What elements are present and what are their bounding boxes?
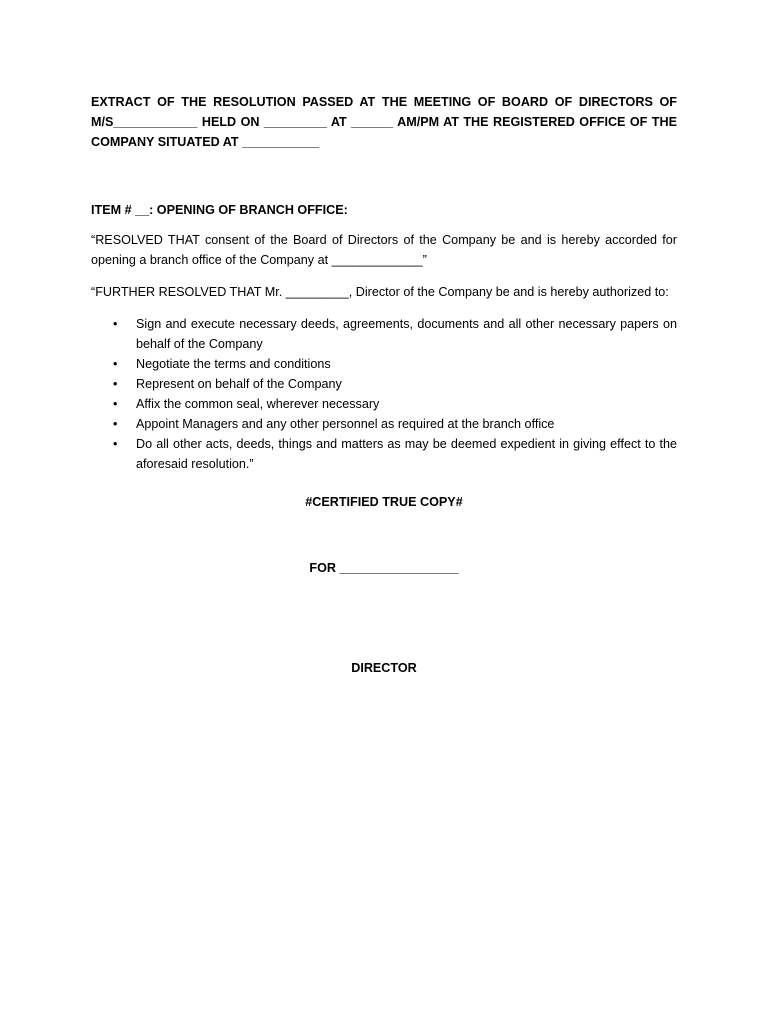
item-title: ITEM # __: OPENING OF BRANCH OFFICE: (91, 203, 348, 217)
list-item (91, 414, 677, 434)
resolution-heading: EXTRACT OF THE RESOLUTION PASSED AT THE MEETING OF BOARD OF DIRECTORS OF M/S____________ HELD ON _________ AT ______ AM/PM AT THE REGISTERED OFFICE OF THE COMPANY SITUATED AT ___________ (91, 95, 677, 149)
certified-true-copy: #CERTIFIED TRUE COPY# (305, 495, 463, 509)
bullet-icon: • (113, 417, 118, 431)
resolved-paragraph: “RESOLVED THAT consent of the Board of Directors of the Company be and is hereby accorded for opening a branch office of the Company at _____________” (91, 233, 677, 267)
list-item-text: Do all other acts, deeds, things and matters as may be deemed expedient in giving effect to the aforesaid resolution.” (136, 437, 677, 471)
bullet-icon: • (113, 357, 118, 371)
bullet-icon: • (113, 437, 118, 451)
list-item-text: Negotiate the terms and conditions (136, 357, 331, 371)
document-body (91, 92, 677, 678)
for-company-line: FOR _________________ (309, 561, 459, 575)
bullet-icon: • (113, 377, 118, 391)
list-item-text: Appoint Managers and any other personnel as required at the branch office (136, 417, 555, 431)
further-resolved-paragraph: “FURTHER RESOLVED THAT Mr. _________, Director of the Company be and is hereby authorized to: (91, 285, 669, 299)
authorization-list (91, 314, 677, 474)
list-item-text: Affix the common seal, wherever necessary (136, 397, 380, 411)
bullet-icon: • (113, 317, 118, 331)
bullet-icon: • (113, 397, 118, 411)
list-item (91, 354, 677, 374)
list-item (91, 314, 677, 354)
signatory-title: DIRECTOR (351, 661, 417, 675)
list-item (91, 374, 677, 394)
list-item (91, 434, 677, 474)
list-item-text: Sign and execute necessary deeds, agreements, documents and all other necessary papers on behalf of the Company (136, 317, 677, 351)
list-item-text: Represent on behalf of the Company (136, 377, 342, 391)
list-item (91, 394, 677, 414)
